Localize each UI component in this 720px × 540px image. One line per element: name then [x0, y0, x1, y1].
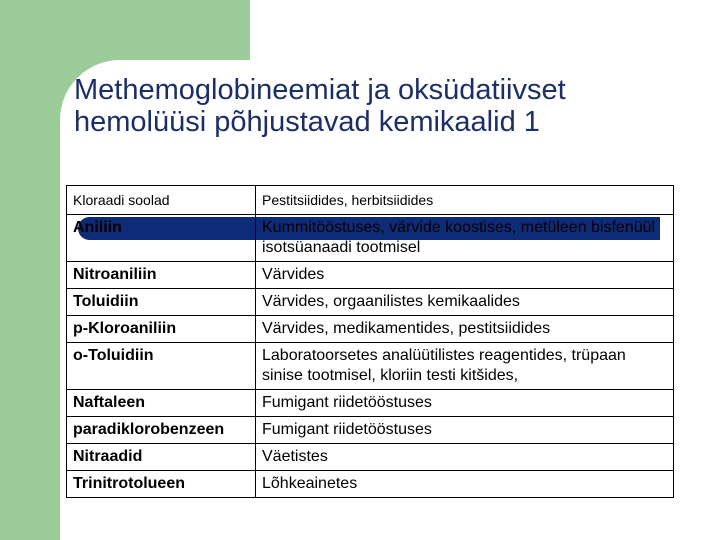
chemical-name: Nitraadid	[67, 444, 256, 471]
chemical-name: o-Toluidiin	[67, 343, 256, 390]
chemical-use: Kummitööstuses, värvide koostises, metüleen bisfenüül isotsüanaadi tootmisel	[256, 215, 674, 262]
title-line-1: Methemoglobineemiat ja oksüdatiivset	[74, 74, 566, 106]
chemical-name: paradiklorobenzeen	[67, 417, 256, 444]
chemical-name: p-Kloroaniliin	[67, 316, 256, 343]
chemical-use: Väetistes	[256, 444, 674, 471]
table-row	[67, 316, 674, 343]
chemical-use: Fumigant riidetööstuses	[256, 390, 674, 417]
chemical-use: Pestitsiidides, herbitsiidides	[256, 186, 674, 215]
table-row	[67, 390, 674, 417]
table-row	[67, 289, 674, 316]
chemical-name: Kloraadi soolad	[67, 186, 256, 215]
table-row	[67, 186, 674, 215]
table-row	[67, 471, 674, 498]
chemical-name: Naftaleen	[67, 390, 256, 417]
chemical-use: Värvides, orgaanilistes kemikaalides	[256, 289, 674, 316]
table-row	[67, 262, 674, 289]
slide-title	[74, 74, 694, 138]
chemical-name: Toluidiin	[67, 289, 256, 316]
chemical-name: Aniliin	[67, 215, 256, 262]
chemical-use: Laboratoorsetes analüütilistes reagentides, trüpaan sinise tootmisel, kloriin testi kitšides,	[256, 343, 674, 390]
table-row	[67, 417, 674, 444]
chemical-use: Fumigant riidetööstuses	[256, 417, 674, 444]
chemical-use: Värvides	[256, 262, 674, 289]
chemical-use: Värvides, medikamentides, pestitsiidides	[256, 316, 674, 343]
table-row	[67, 343, 674, 390]
chemicals-table	[66, 185, 674, 498]
table-row	[67, 444, 674, 471]
chemical-name: Trinitrotolueen	[67, 471, 256, 498]
table-row	[67, 215, 674, 262]
chemical-use: Lõhkeainetes	[256, 471, 674, 498]
chemical-name: Nitroaniliin	[67, 262, 256, 289]
title-line-2: hemolüüsi põhjustavad kemikaalid 1	[74, 106, 540, 138]
